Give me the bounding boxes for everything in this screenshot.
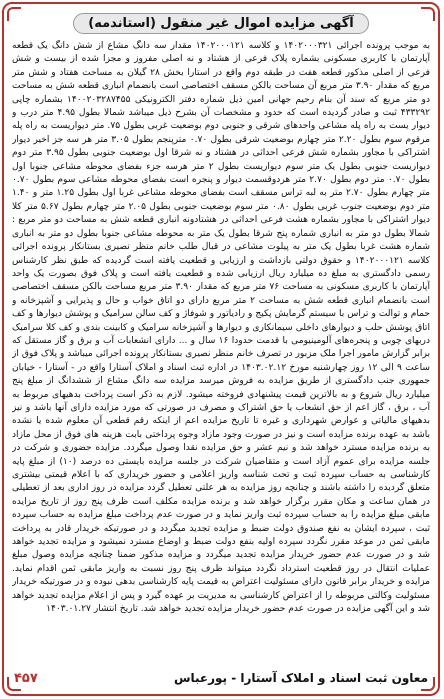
auction-notice xyxy=(2,2,440,696)
notice-title: آگهی مزایده اموال غیر منقول (استاندمه) xyxy=(73,13,368,34)
page-number: ۴۵۷ xyxy=(14,670,38,686)
notice-paragraph: به موجب پرونده اجرائی ۱۴۰۲۰۰۰۳۲۱ و کلاسه ۱۴۰۲۰۰۰۱۲۱ مقدار سه دانگ مشاع از شش دانگ یک قطعه آپارتمان با کاربری مسکونی بشماره پلاک فرعی از هشتاد و نه اصلی مفروز و مجزا شده از بیست و شش فرعی از اصلی مذکور قطعه هفت در طبقه دوم واقع در استارا بخش ۲۸ گیلان به مساحت هفتاد و شش متر مربع که مقدار ۳.۹۰ متر مربع آن مساحت بالکن مسقف اختصاصی است بانضمام انباری قطعه شش به مساحت دو متر مربع که سند آن بنام رحیم جهانی امین ذیل شماره دفتر الکترونیکی ۱۴۰۰۲۰۳۲۸۷۴۵۵ بشماره چاپی ۴۳۳۲۹۲ ثبت و صادر گردیده است که حدود و مشخصات آن بشرح ذیل میباشد شمالا بطول ۴.۹۵ متر درب و دیوار یست به راه پله مشاعی واحدهای شرقی و جنوبی دوم بوضعیت غربی بطول ۷۵. متر دیواریست به راه پله مرقوم سوم بطول ۲.۲۰ متر چهارم بوضعیت شرقی بطول ۰.۷۰ مترپنجم بطول ۳.۰۵ متر هر سه جز اخیر دیوار اشتراکی با مجاور بشماره شش فرعی احداثی در هشتاد و نه شرقا اول بوضعیت جنوبی بطول ۳.۹۵ متر دوم دیواریست جنوبی بطول یک متر سوم دیواریست بطول ۲ متر هرسه جزء بفضای محوطه مشاعی جنوبا اول بطول ۰.۷۰ متر دوم بطول ۲.۷۰ متر هردوقسمت دیوار و پنجره است بفضای محوطه مشاعی سوم بطول ۰.۷۰ متر چهارم بطول ۲.۷۰ متر به لبه تراس مسقف است بفضای محوطه مشاعی غربا اول بطول ۱.۲۵ متر و ۱.۴۰ متر دوم بوضعیت جنوب غربی بطول ۰.۸۰ متر سوم بوضعیت جنوبی بطول ۲.۰۵ متر چهارم بطول ۵.۶۷ متر کلا دیوار اشتراکی با مجاور بشماره هشت فرعی احداثی در هشتادونه انباری قطعه شش به مساحت دو متر مربع : شمالا بطول دو متر به انباری شماره پنج شرقا بطول یک متر به محوطه مشاعی جنوبا بطول دو متر به انباری شماره هشت غربا بطول یک متر به پیلوت مشاعی در قبال طلب خانم منظر نصیری بستانکار پرونده اجرائی کلاسه ۱۴۰۲۰۰۰۱۲۱ و حقوق دولتی بازداشت و ارزیابی و قطعیت یافته است گردیده که طبق نظر کارشناس رسمی دادگستری به مبلغ ده میلیارد ریال ارزیابی شده و قطعیت یافته است و پلاک فوق بصورت یک واحد آپارتمان با کاربری مسکونی به مساحت ۷۶ متر مربع که مقدار ۳.۹۰ متر مربع مساحت بالکن مسقف اختصاصی است بانضمام انباری قطعه شش به مساحت ۲ متر مربع دارای دو اتاق خواب و حال و پذیرایی و آشپزخانه و حمام و توالت و تراس با سیستم گرمایش پکیج و رادیاتور و شوفاژ و کف سالن سرامیک و پوشش دیوارها و کف اتاق پوشش حلب و دیوارهای داخلی سیمانکاری و دیوارها و آشپزخانه سرامیک و کابینت بندی و کف کلا سرامیک دربهای چوبی و پنجره‌های آلومینیومی با قدمت حدودا ۱۶ سال و ... دارای انشعابات آب و برق و گاز مستقل که برابر گزارش مامور اجرا ملک مزبور در تصرف خانم منظر نصیری بستانکار پرونده اجرائی میباشد و پلاک فوق از ساعت ۹ الی ۱۲ روز چهارشنبه مورخ ۱۴۰۳.۰۲.۱۲ در اداره ثبت اسناد و املاک آستارا واقع در - آستارا - خیابان جمهوری جنب دادگستری از طریق مزایده به فروش میرسد مزایده سه دانگ مشاع از ششدانگ از مبلغ پنج میلیارد ریال شروع و به بالاترین قیمت پیشنهادی فروخته میشود. لازم به ذکر است پرداخت بدهیهای مربوط به آب ، برق ، گاز اعم از حق انشعاب یا حق اشتراک و مصرف در صورتی که مورد مزایده دارای آنها باشد و نیز بدهیهای مالیاتی و عوارض شهرداری و غیره تا تاریخ مزایده اعم از اینکه رقم قطعی آن معلوم شده یا نشده باشد به عهده برنده مزایده است و نیز در صورت وجود مازاد وجوه پرداختی بابت هزینه های فوق از محل مازاد به برنده مزایده مسترد خواهد شد و نیم عشر و حق مزایده نقدا وصول میگردد. مزایده حضوری و شرکت در جلسه مزایده برای عموم آزاد است و متقاضیان شرکت در جلسه مزایده بایستی ده درصد (۱۰) از مبلغ پایه کارشناسی به حساب سپرده ثبت و تحت شناسه واریز اعلامی و حضور خریداری که با اعلام قیمتی بیشتری متعلق گردیده را داشته باشند و چنانچه روز مزایده به هر علتی تعطیل گردد مزایده در روز اداری بعد از تعطیلی در همان ساعت و مکان مقرر برگزار خواهد شد و برنده مزایده مکلف است ظرف پنج روز از تاریخ مزایده مابقی مبلغ مزایده را به حساب سپرده ثبت واریز نماید و در صورت عدم پرداخت مبلغ مزایده به حساب سپرده ثبت ، سپرده ایشان به نفع صندوق دولت ضبط و مزایده تجدید میگردد و در صورتیکه خریدار قادر به پرداخت مابقی ثمن در موعد مقرر نگردد سپرده اولیه بنفع دولت ضبط و اوضاع مسترد نمیشود و مزایده تجدید خواهد شد و در صورت عدم حضور خریدار مزایده تجدید میگردد و مزایده مذکور ضمنا چنانچه مزایده وصول مبلغ عملیات انتقال در روز قطعیت استرداد نگردد میتواند ظرف پنج روز نسبت به واریز مابقی ثمن اقدام نماید. مزایده و خریدار برابر قانون دارای مسئولیت اعتراض به قیمت پایه کارشناسی بدهی نبوده و در صورتیکه خریدار مسئولیت وکالتی مربوطه را از اعتراض کارشناسی به مدیریت بر عهده گیرد و پس از اعلام مزایده تجدید خواهد شد و این آگهی مزایده در صورت عدم حضور خریدار مزایده تجدید خواهد شد. تاریخ انتشار ۱۴۰۳.۰۱.۲۷ xyxy=(12,41,430,615)
notice-body xyxy=(12,40,430,660)
notice-footer xyxy=(4,666,438,690)
title-bar xyxy=(4,10,438,36)
signature: معاون ثبت اسناد و املاک آستارا - پورعباس xyxy=(173,671,428,685)
